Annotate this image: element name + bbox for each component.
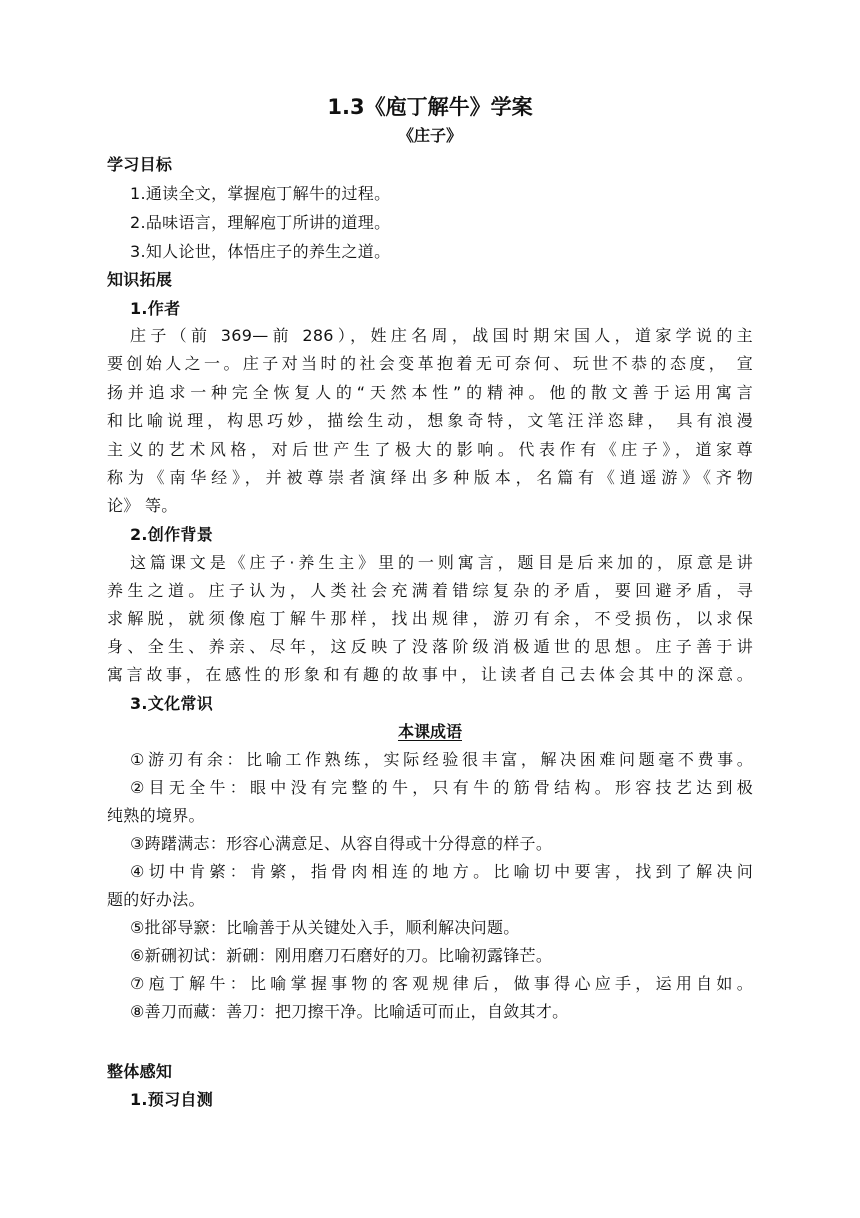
- idioms-heading: 本课成语: [397, 722, 462, 741]
- overall-heading: 整体感知: [107, 1062, 173, 1081]
- background-paragraph-line: 身、全生、养亲、尽年，这反映了没落阶级消极遁世的思想。庄子善于讲: [107, 637, 753, 656]
- author-heading: 1.作者: [130, 299, 181, 318]
- background-paragraph-line: 求解脱，就须像庖丁解牛那样，找出规律，游刃有余，不受损伤，以求保: [107, 609, 753, 628]
- background-paragraph-line: 养生之道。庄子认为，人类社会充满着错综复杂的矛盾，要回避矛盾，寻: [107, 581, 753, 600]
- background-paragraph-line: 寓言故事，在感性的形象和有趣的故事中，让读者自己去体会其中的深意。: [107, 665, 753, 684]
- culture-heading: 3.文化常识: [130, 694, 214, 713]
- objective-item: 2.品味语言，理解庖丁所讲的道理。: [130, 213, 391, 232]
- author-paragraph-line: 要创始人之一。庄子对当时的社会变革抱着无可奈何、玩世不恭的态度， 宣: [107, 354, 753, 373]
- objective-item: 1.通读全文，掌握庖丁解牛的过程。: [130, 184, 391, 203]
- idiom-line: 纯熟的境界。: [107, 806, 205, 825]
- author-paragraph-line: 称为《南华经》，并被尊崇者演绎出多种版本，名篇有《逍遥游》《齐物: [107, 468, 753, 487]
- author-paragraph-line: 主义的艺术风格，对后世产生了极大的影响。代表作有《庄子》，道家尊: [107, 440, 753, 459]
- page-subtitle: 《庄子》: [397, 126, 462, 145]
- background-heading: 2.创作背景: [130, 525, 214, 544]
- author-paragraph-line: 庄子（前 369—前 286），姓庄名周，战国时期宋国人，道家学说的主: [130, 326, 753, 345]
- author-paragraph-line: 和比喻说理，构思巧妙，描绘生动，想象奇特，文笔汪洋恣肆， 具有浪漫: [107, 411, 753, 430]
- background-paragraph-line: 这篇课文是《庄子·养生主》里的一则寓言，题目是后来加的，原意是讲: [130, 553, 753, 572]
- idiom-line: ⑤批郤导窾：比喻善于从关键处入手，顺利解决问题。: [130, 918, 520, 937]
- idiom-line: ②目无全牛：眼中没有完整的牛，只有牛的筋骨结构。形容技艺达到极: [130, 778, 753, 797]
- idiom-line: ⑦庖丁解牛：比喻掌握事物的客观规律后，做事得心应手，运用自如。: [130, 974, 753, 993]
- idiom-line: ③踌躇满志：形容心满意足、从容自得或十分得意的样子。: [130, 834, 553, 853]
- idiom-line: ④切中肯綮：肯綮，指骨肉相连的地方。比喻切中要害，找到了解决问: [130, 862, 753, 881]
- objectives-heading: 学习目标: [107, 155, 173, 174]
- author-paragraph-line: 论》 等。: [107, 496, 178, 515]
- idiom-line: ⑧善刀而藏：善刀：把刀擦干净。比喻适可而止，自敛其才。: [130, 1002, 569, 1021]
- knowledge-heading: 知识拓展: [107, 270, 173, 289]
- author-paragraph-line: 扬并追求一种完全恢复人的“天然本性”的精神。他的散文善于运用寓言: [107, 383, 753, 402]
- preview-heading: 1.预习自测: [130, 1090, 214, 1109]
- page-title: 1.3《庖丁解牛》学案: [327, 95, 533, 119]
- idiom-line: ⑥新硎初试：新硎：刚用磨刀石磨好的刀。比喻初露锋芒。: [130, 946, 553, 965]
- idiom-line: ①游刃有余：比喻工作熟练，实际经验很丰富，解决困难问题毫不费事。: [130, 750, 753, 769]
- objective-item: 3.知人论世，体悟庄子的养生之道。: [130, 242, 391, 261]
- idiom-line: 题的好办法。: [107, 890, 205, 909]
